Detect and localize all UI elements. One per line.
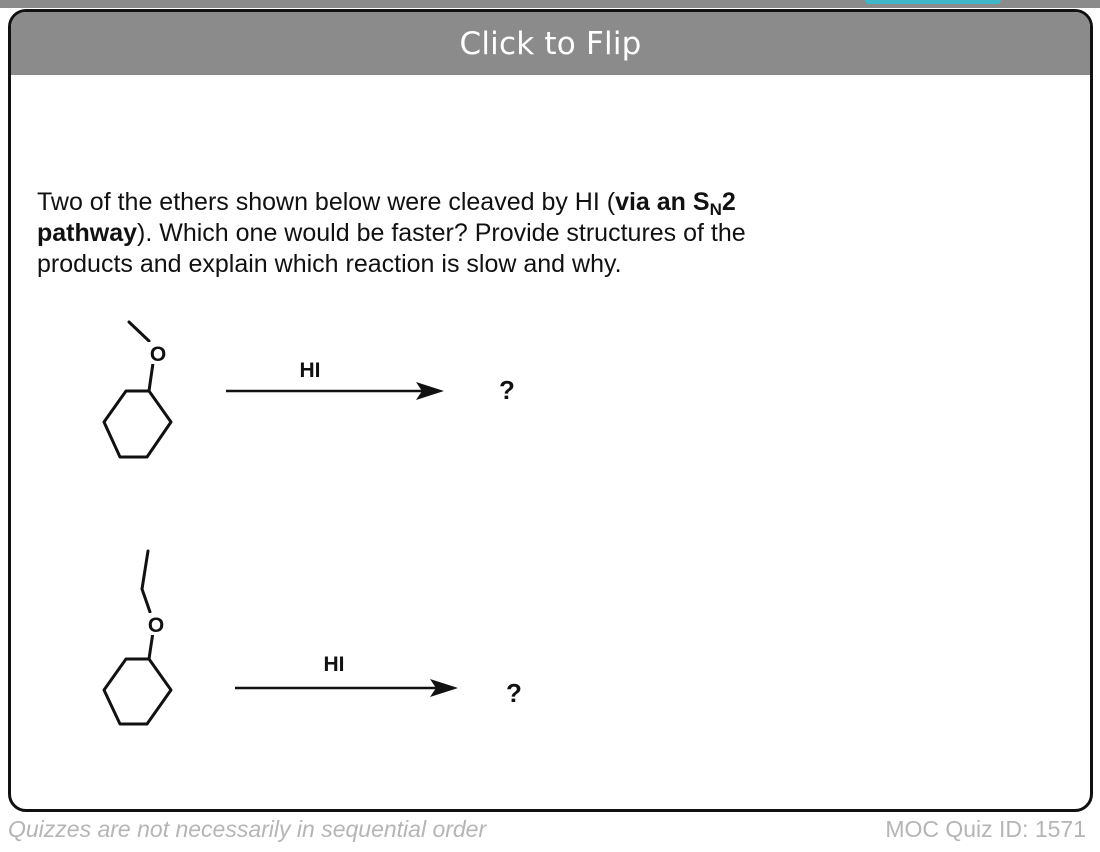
sequence-note: Quizzes are not necessarily in sequential order — [8, 816, 487, 842]
molecule-ethoxycyclopentane — [104, 551, 171, 724]
o-c-bond — [149, 363, 153, 391]
question-part-1: Two of the ethers shown below were cleaved by HI ( — [37, 188, 616, 216]
question-part-2: ). Which one would be faster? Provide structures of the products and explain which reaction is slow and why. — [37, 219, 746, 278]
reaction-1 — [104, 322, 515, 457]
question-bold-via: via an S — [615, 188, 710, 216]
reagent-label-2: HI — [323, 653, 345, 676]
reagent-label-1: HI — [299, 359, 321, 382]
oxygen-label-2: O — [147, 614, 165, 637]
cyclopentane-ring — [104, 391, 171, 457]
quiz-id: MOC Quiz ID: 1571 — [885, 816, 1086, 842]
reaction-arrow-2 — [235, 679, 458, 697]
question-bold-pathway: pathway — [37, 219, 138, 247]
methyl-bond — [129, 322, 149, 341]
question-bold-2: 2 — [721, 188, 736, 216]
ethyl-ch3-bond — [142, 551, 148, 589]
reaction-arrow-1 — [226, 382, 444, 400]
oxygen-label: O — [149, 343, 167, 366]
question-subscript: N — [709, 200, 722, 219]
product-placeholder-2: ? — [506, 678, 522, 708]
cyclopentane-ring-2 — [104, 659, 171, 724]
product-placeholder-1: ? — [499, 375, 515, 405]
ethyl-ch2-bond — [142, 589, 150, 612]
reaction-2 — [104, 551, 522, 724]
flip-label: Click to Flip — [459, 25, 642, 62]
